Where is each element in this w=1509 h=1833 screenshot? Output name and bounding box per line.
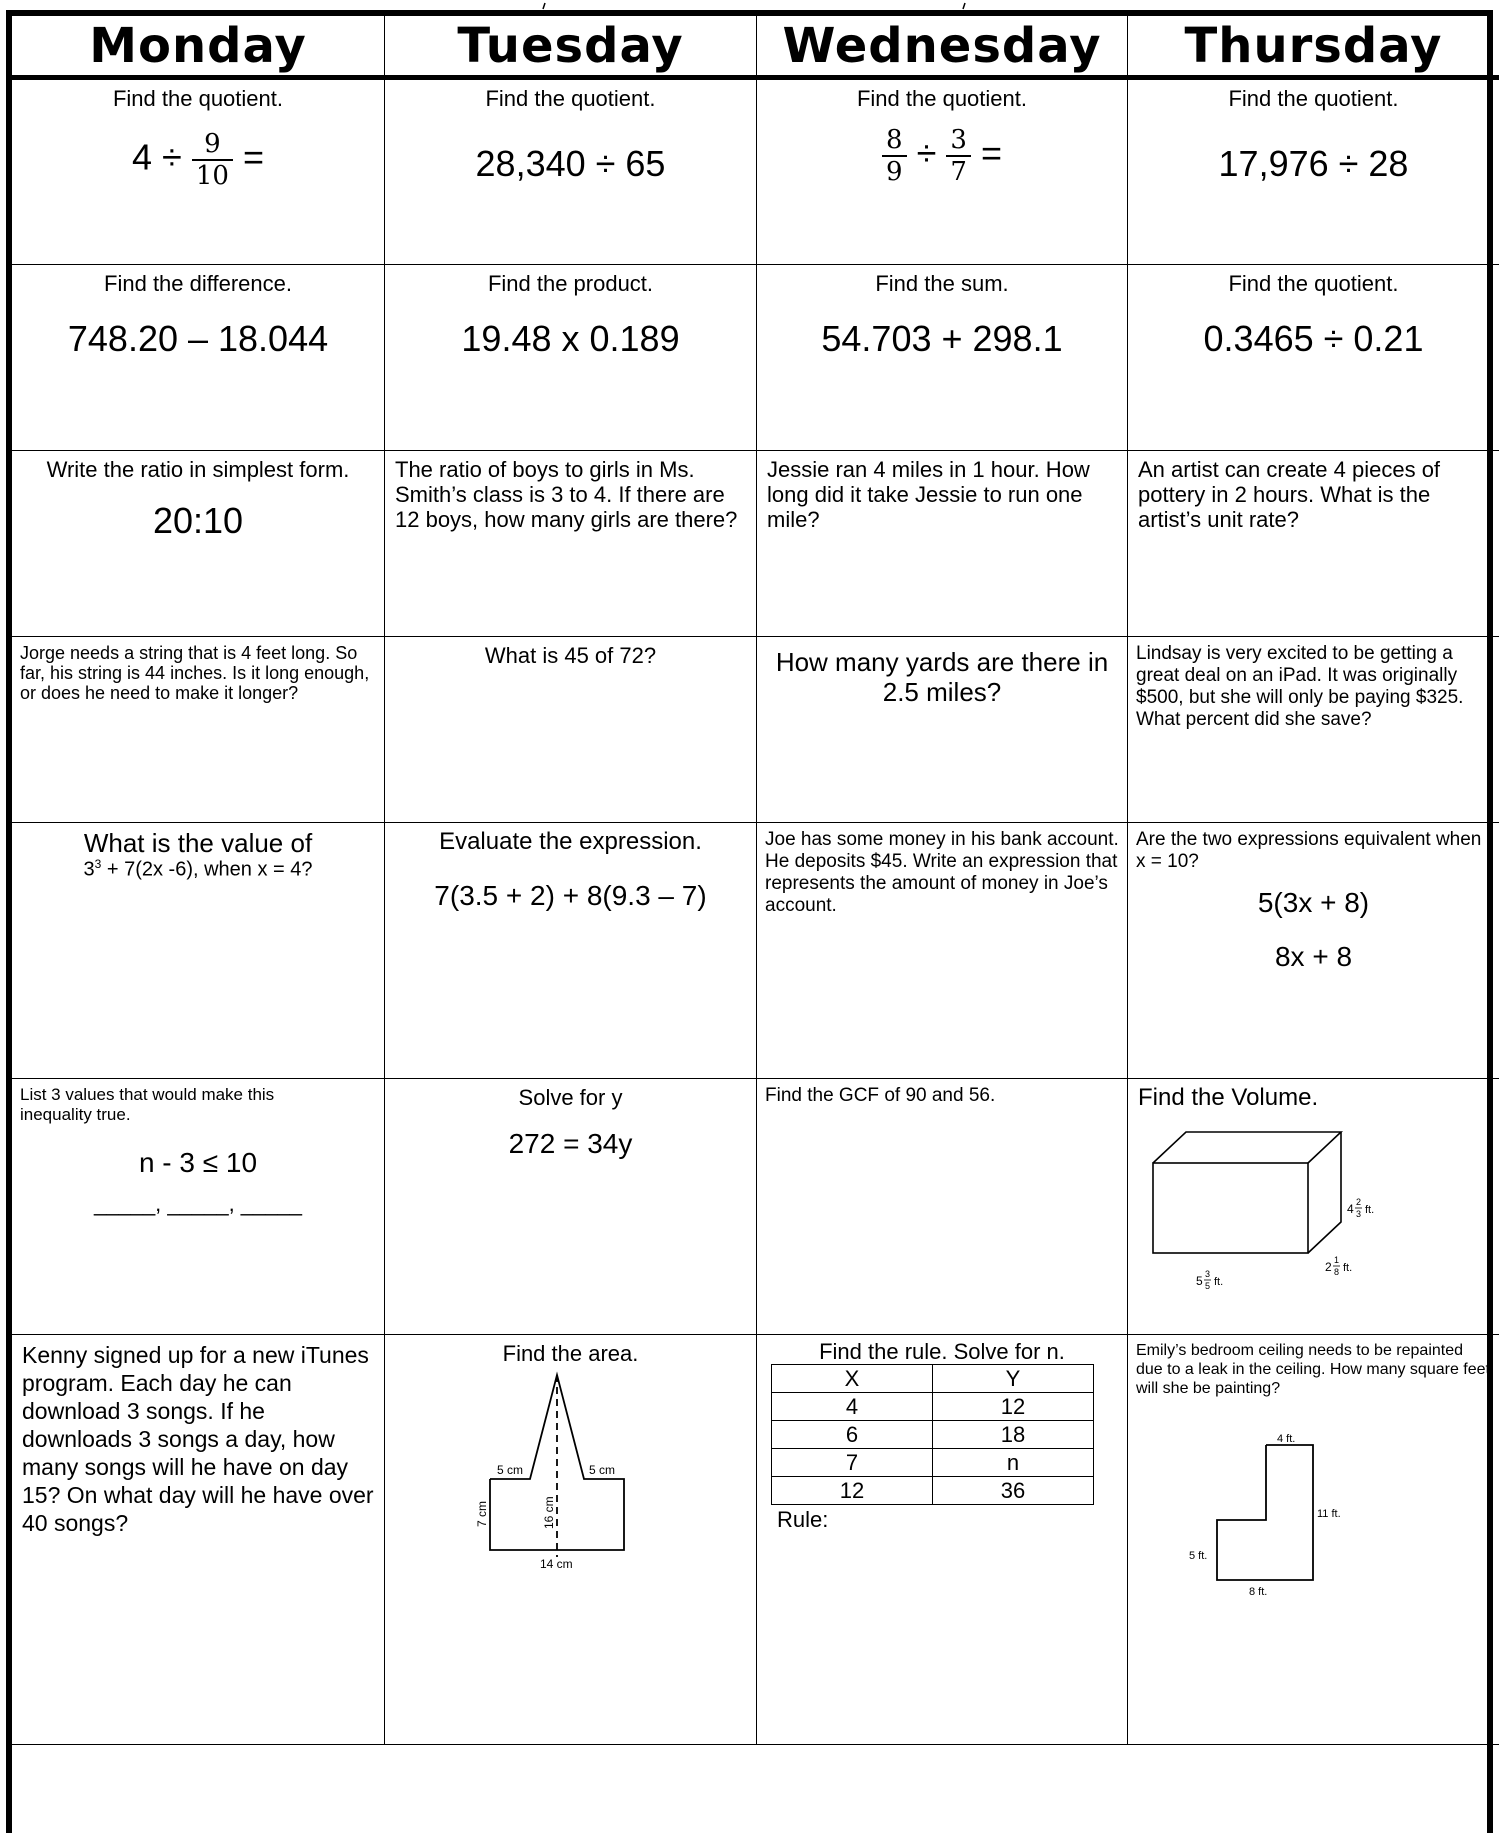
label-left: 5 ft. xyxy=(1189,1550,1208,1562)
cropped-title-fragment xyxy=(0,0,1509,10)
expression-rest: + 7(2x -6), when x = 4? xyxy=(101,858,313,881)
composite-figure-diagram xyxy=(470,1367,670,1582)
problem-r2-monday xyxy=(12,265,385,451)
word-problem: Kenny signed up for a new iTunes program. Each day he can download 3 songs. If he downloads 3 songs a day, how many songs will he have on day 15? On what day will he have over 40 songs? xyxy=(22,1342,374,1536)
problem-r4-wednesday xyxy=(757,637,1128,823)
expression xyxy=(12,857,384,882)
fraction-expression xyxy=(757,125,1127,187)
table-header: X xyxy=(772,1365,933,1393)
problem-r5-wednesday xyxy=(757,823,1128,1079)
expression: 54.703 + 298.1 xyxy=(821,318,1063,359)
problem-r7-monday xyxy=(12,1335,385,1745)
label-left-top: 5 cm xyxy=(497,1463,524,1477)
table-cell: 36 xyxy=(933,1477,1094,1505)
problem-r3-thursday xyxy=(1128,451,1499,637)
fraction xyxy=(192,129,233,191)
exponent: 3 xyxy=(94,857,102,871)
table-cell: 12 xyxy=(933,1393,1094,1421)
equals-sign: = xyxy=(980,132,1002,174)
problem-r1-wednesday xyxy=(757,80,1128,265)
problem-r6-thursday xyxy=(1128,1079,1499,1335)
length-unit: ft. xyxy=(1214,1276,1224,1288)
table-row xyxy=(772,1393,1094,1421)
prompt: Find the quotient. xyxy=(1228,86,1399,111)
word-problem: Jorge needs a string that is 4 feet long. So far, his string is 44 inches. Is it long enough, or does he need to make it longer? xyxy=(20,643,370,703)
table-cell: 12 xyxy=(772,1477,933,1505)
problem-r6-tuesday xyxy=(385,1079,757,1335)
problem-r1-monday xyxy=(12,80,385,265)
numerator: 9 xyxy=(192,129,233,161)
table-header-row xyxy=(772,1365,1094,1393)
length-num: 3 xyxy=(1205,1269,1211,1279)
numerator: 8 xyxy=(882,125,907,157)
prompt: Find the Volume. xyxy=(1138,1084,1319,1111)
denominator: 10 xyxy=(195,161,229,191)
label-right: 11 ft. xyxy=(1317,1508,1341,1520)
table-cell: 18 xyxy=(933,1421,1094,1449)
prompt: Find the product. xyxy=(487,271,654,296)
header-tuesday: Tuesday xyxy=(385,16,757,80)
word-problem: Emily’s bedroom ceiling needs to be repainted due to a leak in the ceiling. How many square feet will she be painting? xyxy=(1136,1342,1490,1397)
length-den: 5 xyxy=(1205,1281,1211,1291)
problem-r3-monday xyxy=(12,451,385,637)
label-right-top: 5 cm xyxy=(589,1463,616,1477)
problem-r7-wednesday xyxy=(757,1335,1128,1745)
table-cell: 6 xyxy=(772,1421,933,1449)
prompt: Find the rule. Solve for n. xyxy=(819,1339,1065,1364)
problem-r6-wednesday xyxy=(757,1079,1128,1335)
header-wednesday: Wednesday xyxy=(757,16,1128,80)
prism-top-face xyxy=(1153,1132,1341,1163)
prompt: Find the GCF of 90 and 56. xyxy=(765,1085,996,1106)
function-table xyxy=(771,1364,1094,1505)
label-top: 4 ft. xyxy=(1277,1433,1296,1445)
fraction-expression xyxy=(12,129,384,191)
prompt: Are the two expressions equivalent when x = 10? xyxy=(1136,829,1482,872)
prompt: Write the ratio in simplest form. xyxy=(46,457,350,482)
prompt: Find the quotient. xyxy=(485,86,656,111)
fraction-1 xyxy=(882,125,907,187)
word-problem: How many yards are there in 2.5 miles? xyxy=(775,647,1109,707)
whole-part: 4 ÷ xyxy=(132,136,182,178)
expression: 0.3465 ÷ 0.21 xyxy=(1203,318,1424,359)
label-height: 16 cm xyxy=(542,1496,556,1529)
width-den: 8 xyxy=(1334,1267,1340,1277)
expression-1: 5(3x + 8) xyxy=(1257,887,1370,918)
answer-blanks: _____, _____, _____ xyxy=(94,1191,302,1216)
prompt: Find the sum. xyxy=(875,271,1009,296)
table-row xyxy=(772,1449,1094,1477)
label-base: 14 cm xyxy=(540,1557,573,1571)
rule-label: Rule: xyxy=(777,1507,829,1532)
header-monday: Monday xyxy=(12,16,385,80)
prompt: Find the quotient. xyxy=(856,86,1027,111)
problem-r4-tuesday xyxy=(385,637,757,823)
equals-sign: = xyxy=(242,136,264,178)
height-whole: 4 xyxy=(1347,1202,1354,1216)
problem-r6-monday xyxy=(12,1079,385,1335)
expression: 748.20 – 18.044 xyxy=(67,318,329,359)
label-side: 7 cm xyxy=(475,1500,489,1527)
table-row xyxy=(772,1421,1094,1449)
prompt: Find the quotient. xyxy=(1228,271,1399,296)
divide-sign: ÷ xyxy=(916,132,937,174)
expression-2: 8x + 8 xyxy=(1274,941,1353,972)
width-whole: 2 xyxy=(1325,1260,1332,1274)
prompt: Find the difference. xyxy=(104,271,292,296)
table-row xyxy=(772,1477,1094,1505)
problem-r3-wednesday xyxy=(757,451,1128,637)
prompt: What is the value of xyxy=(83,828,313,858)
problem-r2-wednesday xyxy=(757,265,1128,451)
numerator: 3 xyxy=(946,125,971,157)
denominator: 7 xyxy=(950,157,967,187)
denominator: 9 xyxy=(886,157,903,187)
expression: 19.48 x 0.189 xyxy=(461,318,680,359)
problem-r5-tuesday xyxy=(385,823,757,1079)
table-header: Y xyxy=(933,1365,1094,1393)
problem-r2-thursday xyxy=(1128,265,1499,451)
height-num: 2 xyxy=(1356,1197,1362,1207)
prompt: List 3 values that would make this inequality true. xyxy=(20,1085,275,1124)
rectangular-prism-diagram xyxy=(1146,1125,1406,1295)
l-shape-diagram xyxy=(1189,1433,1438,1608)
problem-r5-monday xyxy=(12,823,385,1079)
problem-r4-thursday xyxy=(1128,637,1499,823)
width-num: 1 xyxy=(1334,1255,1340,1265)
prompt: Evaluate the expression. xyxy=(439,828,702,855)
problem-r3-tuesday xyxy=(385,451,757,637)
fraction-2 xyxy=(946,125,971,187)
word-problem: An artist can create 4 pieces of pottery in 2 hours. What is the artist’s unit rate? xyxy=(1138,457,1441,532)
prompt: Find the quotient. xyxy=(112,86,283,111)
height-den: 3 xyxy=(1356,1209,1362,1219)
equation: 272 = 34y xyxy=(508,1128,633,1159)
length-whole: 5 xyxy=(1196,1274,1203,1288)
base: 3 xyxy=(83,858,95,881)
problem-r5-thursday xyxy=(1128,823,1499,1079)
inequality: n - 3 ≤ 10 xyxy=(138,1147,258,1178)
problem-r1-thursday xyxy=(1128,80,1499,265)
table-cell: n xyxy=(933,1449,1094,1477)
weekly-math-worksheet xyxy=(6,10,1493,1833)
table-cell: 7 xyxy=(772,1449,933,1477)
width-unit: ft. xyxy=(1343,1262,1353,1274)
word-problem: What is 45 of 72? xyxy=(484,643,657,668)
expression: 17,976 ÷ 28 xyxy=(1218,143,1409,184)
expression: 7(3.5 + 2) + 8(9.3 – 7) xyxy=(434,880,707,911)
problem-r7-tuesday xyxy=(385,1335,757,1745)
problem-r1-tuesday xyxy=(385,80,757,265)
table-cell: 4 xyxy=(772,1393,933,1421)
prism-front-face xyxy=(1153,1163,1308,1253)
problem-r7-thursday xyxy=(1128,1335,1499,1745)
prompt: Solve for y xyxy=(518,1085,623,1110)
word-problem: Joe has some money in his bank account. He deposits $45. Write an expression that represents the amount of money in Joe’s account. xyxy=(765,829,1119,916)
expression: 28,340 ÷ 65 xyxy=(475,143,666,184)
header-thursday: Thursday xyxy=(1128,16,1499,80)
word-problem: Lindsay is very excited to be getting a great deal on an iPad. It was originally $500, but she will only be paying $325. What percent did she save? xyxy=(1136,643,1464,730)
word-problem: The ratio of boys to girls in Ms. Smith’s class is 3 to 4. If there are 12 boys, how many girls are there? xyxy=(395,457,738,532)
prism-side-face xyxy=(1308,1132,1341,1253)
height-unit: ft. xyxy=(1365,1204,1375,1216)
word-problem: Jessie ran 4 miles in 1 hour. How long did it take Jessie to run one mile? xyxy=(767,457,1090,532)
expression: 20:10 xyxy=(152,500,244,541)
label-bottom: 8 ft. xyxy=(1249,1586,1268,1598)
problem-r4-monday xyxy=(12,637,385,823)
problem-r2-tuesday xyxy=(385,265,757,451)
prompt: Find the area. xyxy=(502,1341,639,1366)
l-shape-outline xyxy=(1217,1445,1313,1580)
